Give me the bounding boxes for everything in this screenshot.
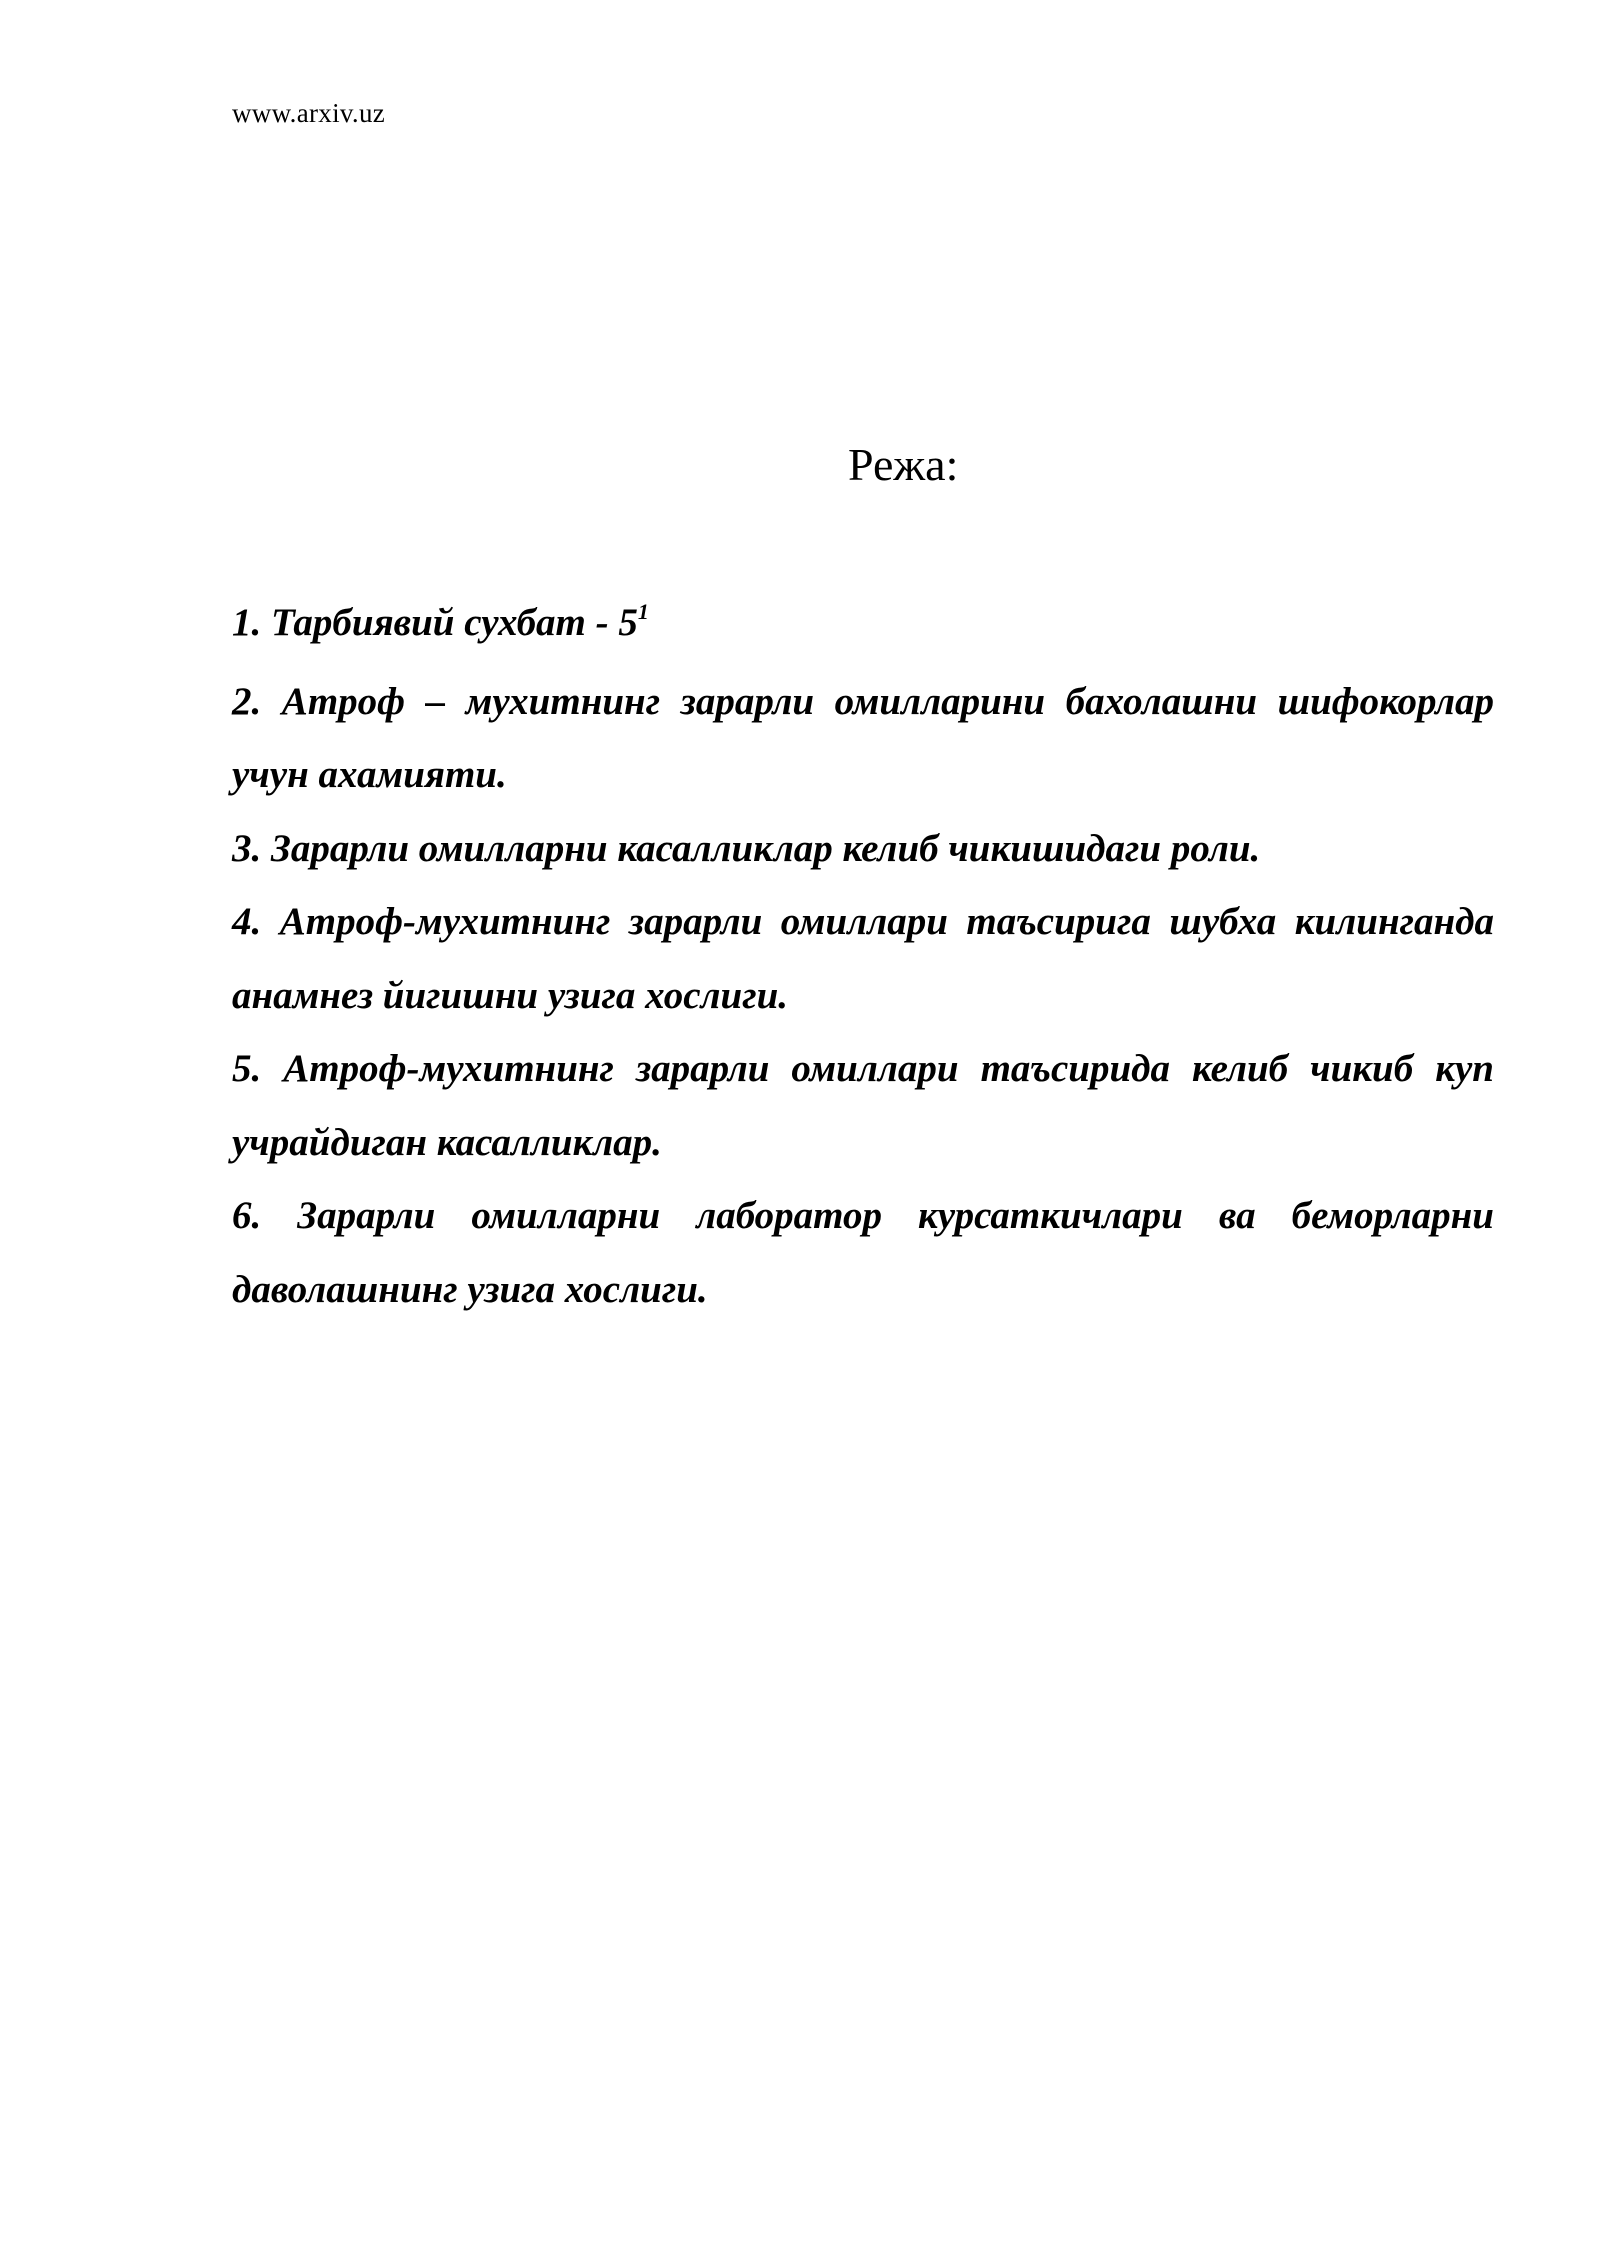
plan-item-6: 6. Зарарли омилларни лаборатор курсаткичлари ва беморларни даволашнинг узига хослиги.: [232, 1194, 1494, 1311]
page-title: Режа:: [848, 439, 959, 490]
plan-item-2: 2. Атроф – мухитнинг зарарли омилларини бахолашни шифокорлар учун ахамияти.: [232, 679, 1494, 796]
plan-item-1-text: 1. Тарбиявий сухбат - 5: [232, 601, 638, 644]
plan-list: [232, 586, 1494, 1326]
plan-item-3: 3. Зарарли омилларни касалликлар келиб чикишидаги роли.: [232, 826, 1261, 870]
plan-item-5: 5. Атроф-мухитнинг зарарли омиллари таъсирида келиб чикиб куп учрайдиган касалликлар.: [232, 1047, 1494, 1164]
plan-item-1: [232, 586, 1494, 665]
plan-item-4: 4. Атроф-мухитнинг зарарли омиллари таъсирига шубха килинганда анамнез йигишни узига хослиги.: [232, 900, 1494, 1017]
header-url: www.arxiv.uz: [232, 98, 386, 128]
footnote-marker: 1: [637, 599, 649, 624]
